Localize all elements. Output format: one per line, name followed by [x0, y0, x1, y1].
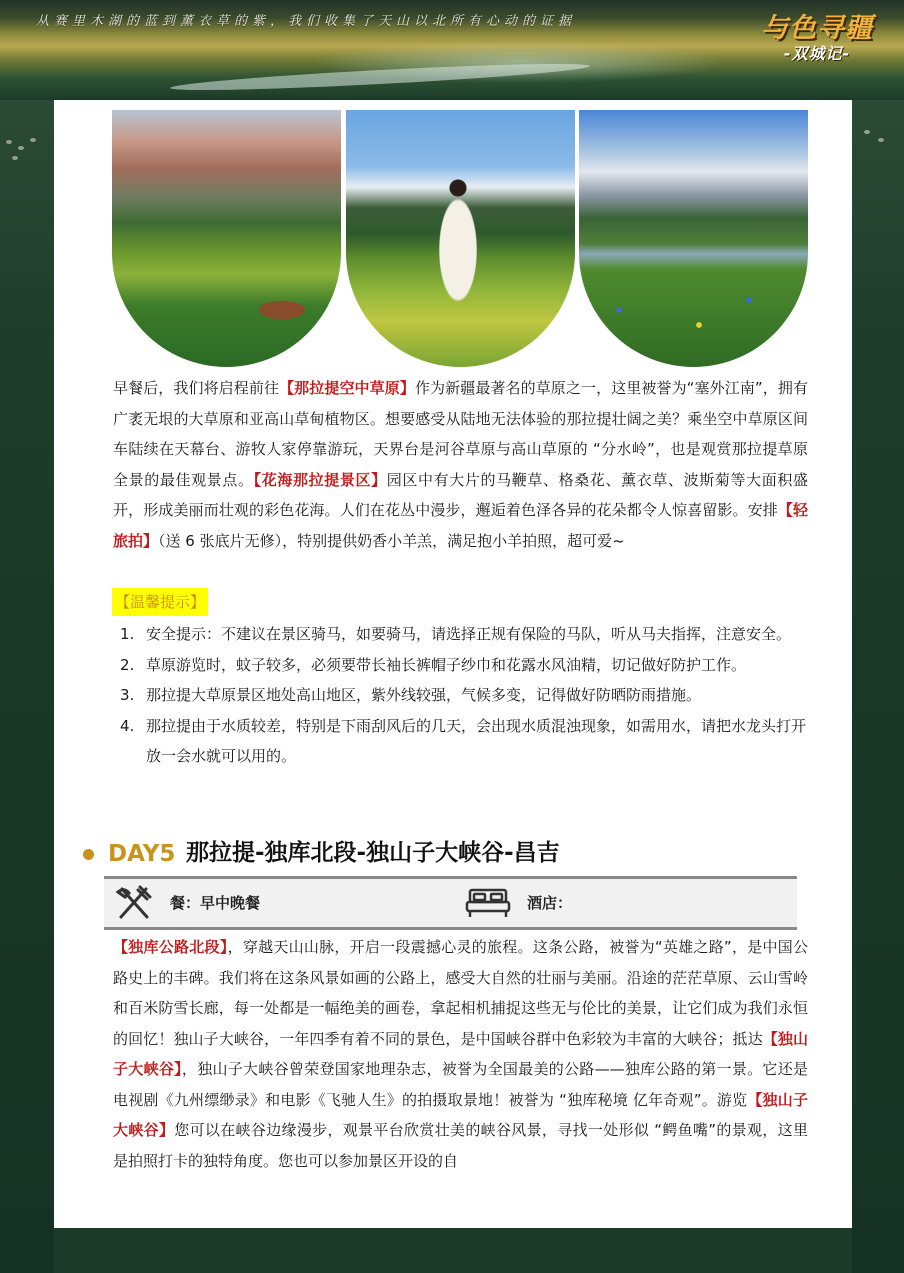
intro-text: 早餐后，我们将启程前往: [113, 379, 280, 397]
day-description: [113, 932, 808, 1176]
highlight-nalati-sky-grassland: 【那拉提空中草原】: [279, 379, 415, 397]
day-text: ，穿越天山山脉，开启一段震撼心灵的旅程。这条公路，被誉为“英雄之路”，是中国公路史上的丰碑。我们将在这条风景如画的公路上，感受大自然的壮丽与美丽。沿途的茫茫草原、云山雪岭和百米防雪长廊，每一处都是一幅绝美的画卷，拿起相机捕捉这些无与伦比的美景，让它们成为我们永恒的回忆！独山子大峡谷，一年四季有着不同的景色，是中国峡谷群中色彩较为丰富的大峡谷；抵达: [113, 938, 808, 1048]
highlight-dushanzi-canyon: 【独山子大峡谷】: [113, 1090, 808, 1139]
tip-text: 那拉提由于水质较差，特别是下雨刮风后的几天，会出现水质混浊现象，如需用水，请把水龙头打开放一会水就可以用的。: [146, 716, 807, 765]
hotel-label: 酒店：: [527, 894, 573, 912]
intro-text: 作为新疆最著名的草原之一，这里被誉为“塞外江南”，拥有广袤无垠的大草原和亚高山草甸植物区。想要感受从陆地无法体验的那拉提壮阔之美？乘坐空中草原区间车陆续在天幕台、游牧人家停靠游玩，天界台是河谷草原与高山草原的 “分水岭”，也是观赏那拉提草原全景的最佳观景点。: [113, 379, 808, 489]
tip-text: 那拉提大草原景区地处高山地区，紫外线较强，气候多变，记得做好防晒防雨措施。: [146, 686, 702, 704]
fork-knife-icon: [114, 883, 154, 923]
day-info-bar: [104, 876, 797, 930]
brand-logo: [752, 14, 882, 74]
tip-number: 1.: [120, 625, 135, 643]
tip-item: [114, 680, 814, 711]
tip-number: 4.: [120, 716, 135, 735]
intro-paragraph: [113, 373, 808, 556]
tip-item: [114, 711, 814, 772]
tip-number: 3.: [120, 686, 135, 704]
banner-tagline: 从赛里木湖的蓝到薰衣草的紫，我们收集了天山以北所有心动的证据: [36, 14, 577, 29]
tips-list: [114, 619, 814, 772]
day-text: 您可以在峡谷边缘漫步，观景平台欣赏壮美的峡谷风景，寻找一处形似 “鳄鱼嘴”的景观，这里是拍照打卡的独特角度。您也可以参加景区开设的自: [113, 1121, 808, 1170]
intro-text: （送 6 张底片无修），特别提供奶香小羊羔，满足抱小羊拍照，超可爱~: [158, 531, 625, 550]
tip-item: [114, 619, 814, 650]
tip-text: 安全提示：不建议在景区骑马，如要骑马，请选择正规有保险的马队，听从马夫指挥，注意安全。: [146, 625, 792, 643]
banner-river: [170, 59, 590, 95]
side-background-left: [0, 100, 54, 1273]
meal-label: 餐：早中晚餐: [170, 894, 261, 912]
sheep-dot: [30, 138, 36, 142]
intro-text: 园区中有大片的马鞭草、格桑花、薰衣草、波斯菊等大面积盛开，形成美丽而壮观的彩色花海。人们在花丛中漫步，邂逅着色泽各异的花朵都令人惊喜留影。安排: [113, 470, 808, 519]
photo-woman-flower-field: [346, 110, 575, 367]
day-title: 那拉提-独库北段-独山子大峡谷-昌吉: [186, 840, 560, 866]
tip-number: 2.: [120, 655, 135, 674]
photo-mountain-wildflowers: [579, 110, 808, 367]
tip-text: 草原游览时，蚊子较多，必须要带长袖长裤帽子纱巾和花露水风油精，切记做好防护工作。: [146, 655, 747, 674]
photo-grassland-cattle: [112, 110, 341, 367]
sheep-dot: [864, 130, 870, 134]
top-banner: [0, 0, 904, 100]
bed-icon: [465, 887, 511, 919]
highlight-flower-sea: 【花海那拉提景区】: [253, 470, 387, 489]
day-label: DAY5: [108, 841, 176, 867]
tip-item: [114, 650, 814, 681]
sheep-dot: [6, 140, 12, 144]
tips-title: 【温馨提示】: [112, 588, 208, 616]
logo-subtitle: -双城记-: [783, 44, 851, 63]
day-text: ，独山子大峡谷曾荣登国家地理杂志，被誉为全国最美的公路——独库公路的第一景。它还是电视剧《九州缥缈录》和电影《飞驰人生》的拍摄取景地！被誉为 “独库秘境 亿年奇观”。游览: [113, 1060, 808, 1109]
highlight-dushanzi-canyon: 【独山子大峡谷】: [113, 1029, 808, 1078]
sheep-dot: [12, 156, 18, 160]
sheep-dot: [878, 138, 884, 142]
day-bullet: [83, 849, 94, 860]
highlight-light-photo: 【轻旅拍】: [113, 501, 808, 550]
content-page: [54, 100, 852, 1228]
logo-title: 与色寻疆: [761, 13, 873, 44]
highlight-duku-north: 【独库公路北段】: [113, 938, 228, 956]
sheep-dot: [18, 146, 24, 150]
side-background-right: [852, 100, 904, 1273]
